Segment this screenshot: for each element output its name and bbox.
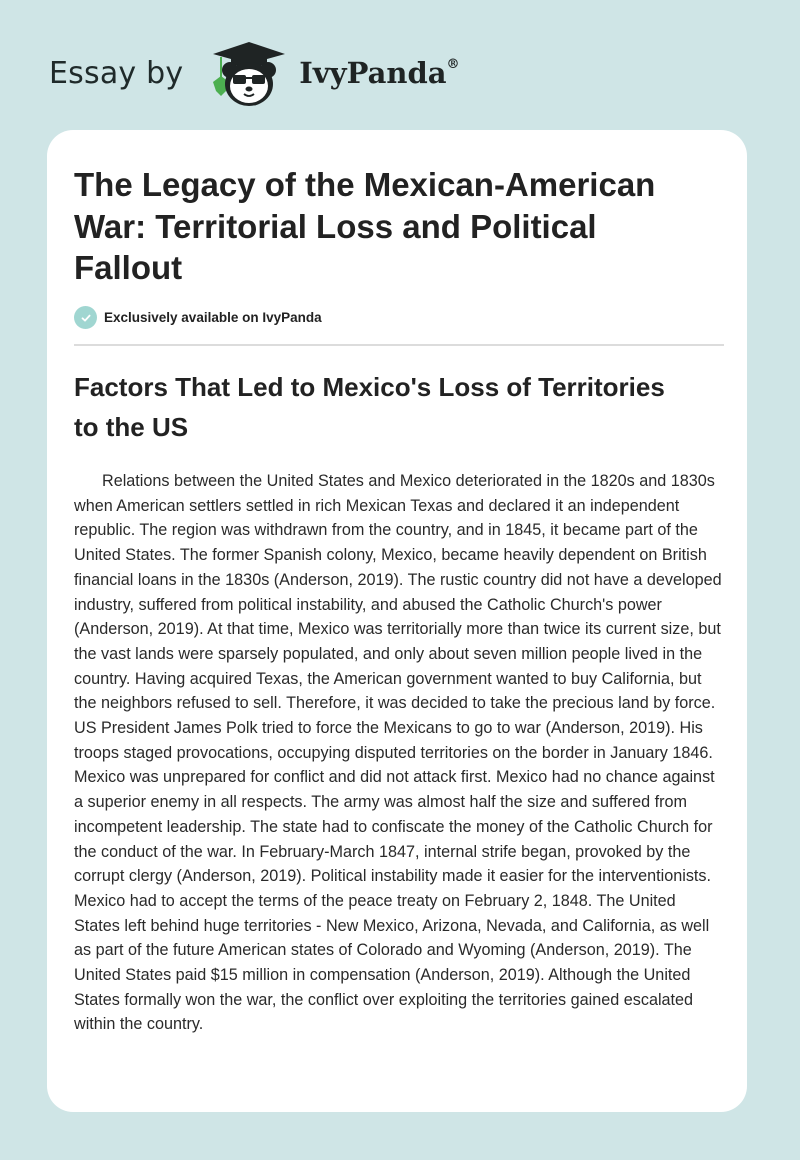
panda-graduation-cap-icon — [201, 36, 291, 110]
body-paragraph: Relations between the United States and Mexico deteriorated in the 1820s and 1830s when American settlers settled in rich Mexican Texas and declared it an independent republic. The region was withdrawn from the country, and in 1845, it became part of the United States. The former Spanish colony, Mexico, became heavily dependent on British financial loans in the 1830s (Anderson, 2019). The rustic country did not have a developed industry, suffered from political instability, and abused the Catholic Church's power (Anderson, 2019). At that time, Mexico was territorially more than twice its current size, but the vast lands were sparsely populated, and only about seven million people lived in the country. Having acquired Texas, the American government wanted to buy California, but the neighbors refused to sell. Therefore, it was decided to take the precious land by force. US President James Polk tried to force the Mexicans to go to war (Anderson, 2019). His troops staged provocations, occupying disputed territories on the border in January 1846. Mexico was unprepared for conflict and did not attack first. Mexico had no chance against a superior enemy in all respects. The army was almost half the size and suffered from incompetent leadership. The state had to confiscate the money of the Catholic Church for the conduct of the war. In February-March 1847, internal strife began, provoked by the corrupt clergy (Anderson, 2019). Political instability made it easier for the interventionists. Mexico had to accept the terms of the peace treaty on February 2, 1848. The United States left behind huge territories - New Mexico, Arizona, Nevada, and California, as well as part of the future American states of Colorado and Wyoming (Anderson, 2019). The United States paid $15 million in compensation (Anderson, 2019). Although the United States formally won the war, the conflict over exploiting the territories gained escalated within the country. — [74, 472, 722, 1034]
section-heading: Factors That Led to Mexico's Loss of Territories to the US — [74, 372, 665, 442]
essay-card — [47, 130, 747, 1112]
registered-mark: ® — [446, 57, 460, 73]
brand-prefix: Essay by — [49, 55, 184, 91]
check-circle-icon — [74, 306, 97, 329]
page-title: The Legacy of the Mexican-American War: Territorial Loss and Political Fallout — [74, 166, 656, 286]
site-brand[interactable] — [49, 36, 460, 110]
exclusive-label: Exclusively available on IvyPanda — [104, 310, 322, 325]
brand-name — [299, 56, 459, 90]
divider — [74, 344, 724, 346]
exclusive-badge — [74, 306, 322, 329]
brand-name-text: IvyPanda — [299, 56, 447, 90]
